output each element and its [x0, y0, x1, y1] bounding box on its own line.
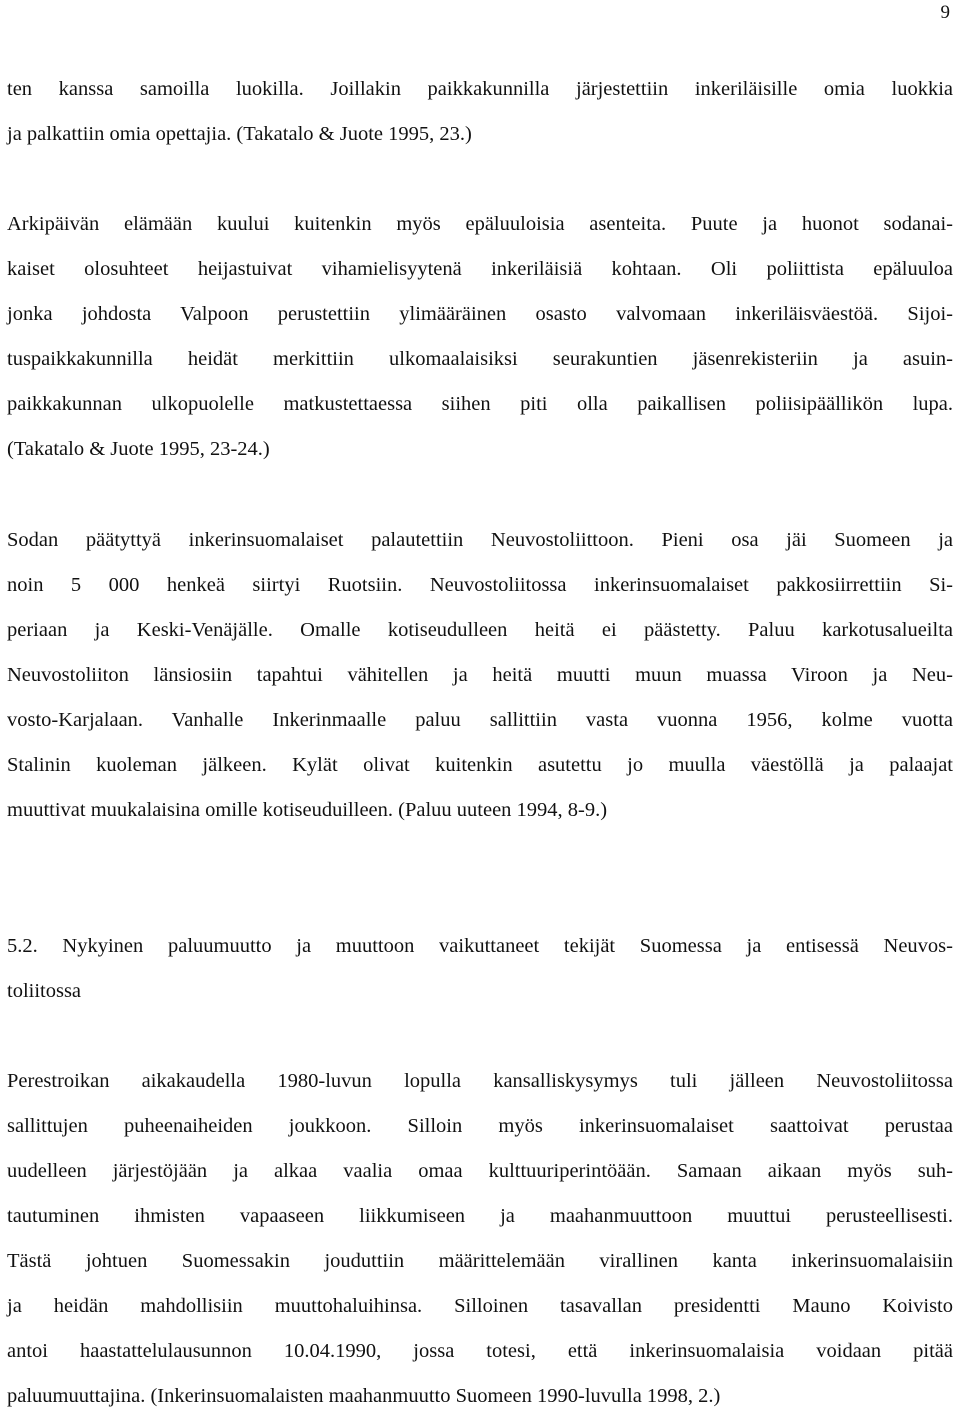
paragraph-2-line-2: kaiset olosuhteet heijastuivat vihamielisyytenä inkeriläisiä kohtaan. Oli poliittista epäluuloa [7, 258, 953, 280]
paragraph-4-line-1: Perestroikan aikakaudella 1980-luvun lopulla kansalliskysymys tuli jälleen Neuvostoliitossa [7, 1070, 953, 1092]
section-heading-line-1: 5.2. Nykyinen paluumuutto ja muuttoon vaikuttaneet tekijät Suomessa ja entisessä Neuvos- [7, 935, 953, 957]
paragraph-4-line-3: uudelleen järjestöjään ja alkaa vaalia omaa kulttuuriperintöään. Samaan aikaan myös suh- [7, 1160, 953, 1182]
paragraph-2-line-3: jonka johdosta Valpoon perustettiin ylimääräinen osasto valvomaan inkeriläisväestöä. Sijoi- [7, 303, 953, 325]
paragraph-3-line-6: Stalinin kuoleman jälkeen. Kylät olivat kuitenkin asutettu jo muulla väestöllä ja palaajat [7, 754, 953, 776]
paragraph-4-line-8: paluumuuttajina. (Inkerinsuomalaisten maahanmuutto Suomeen 1990-luvulla 1998, 2.) [7, 1385, 721, 1407]
paragraph-2-line-5: paikkakunnan ulkopuolelle matkustettaessa siihen piti olla paikallisen poliisipäällikön lupa. [7, 393, 953, 415]
paragraph-4-line-2: sallittujen puheenaiheiden joukkoon. Silloin myös inkerinsuomalaiset saattoivat perustaa [7, 1115, 953, 1137]
paragraph-1-line-2: ja palkattiin omia opettajia. (Takatalo & Juote 1995, 23.) [7, 123, 472, 145]
paragraph-2-line-6: (Takatalo & Juote 1995, 23-24.) [7, 438, 270, 460]
paragraph-3-line-5: vosto-Karjalaan. Vanhalle Inkerinmaalle paluu sallittiin vasta vuonna 1956, kolme vuotta [7, 709, 953, 731]
page-number: 9 [940, 2, 950, 23]
paragraph-3-line-2: noin 5 000 henkeä siirtyi Ruotsiin. Neuvostoliitossa inkerinsuomalaiset pakkosiirrettiin Si- [7, 574, 953, 596]
paragraph-2-line-4: tuspaikkakunnilla heidät merkittiin ulkomaalaisiksi seurakuntien jäsenrekisteriin ja asuin- [7, 348, 953, 370]
paragraph-4-line-7: antoi haastattelulausunnon 10.04.1990, jossa totesi, että inkerinsuomalaisia voidaan pitää [7, 1340, 953, 1362]
paragraph-3-line-1: Sodan päätyttyä inkerinsuomalaiset palautettiin Neuvostoliittoon. Pieni osa jäi Suomeen ja [7, 529, 953, 551]
paragraph-3-line-7: muuttivat muukalaisina omille kotiseuduilleen. (Paluu uuteen 1994, 8-9.) [7, 799, 608, 821]
paragraph-1-line-1: ten kanssa samoilla luokilla. Joillakin paikkakunnilla järjestettiin inkeriläisille omia luokkia [7, 78, 953, 100]
section-heading-line-2: toliitossa [7, 980, 82, 1002]
paragraph-3-line-3: periaan ja Keski-Venäjälle. Omalle kotiseudulleen heitä ei päästetty. Paluu karkotusalueilta [7, 619, 953, 641]
paragraph-4-line-6: ja heidän mahdollisiin muuttohaluihinsa. Silloinen tasavallan presidentti Mauno Koivisto [7, 1295, 953, 1317]
paragraph-4-line-5: Tästä johtuen Suomessakin jouduttiin määrittelemään virallinen kanta inkerinsuomalaisiin [7, 1250, 953, 1272]
paragraph-3-line-4: Neuvostoliiton länsiosiin tapahtui vähitellen ja heitä muutti muun muassa Viroon ja Neu- [7, 664, 953, 686]
paragraph-2-line-1: Arkipäivän elämään kuului kuitenkin myös epäluuloisia asenteita. Puute ja huonot sodanai- [7, 213, 953, 235]
paragraph-4-line-4: tautuminen ihmisten vapaaseen liikkumiseen ja maahanmuuttoon muuttui perusteellisesti. [7, 1205, 953, 1227]
